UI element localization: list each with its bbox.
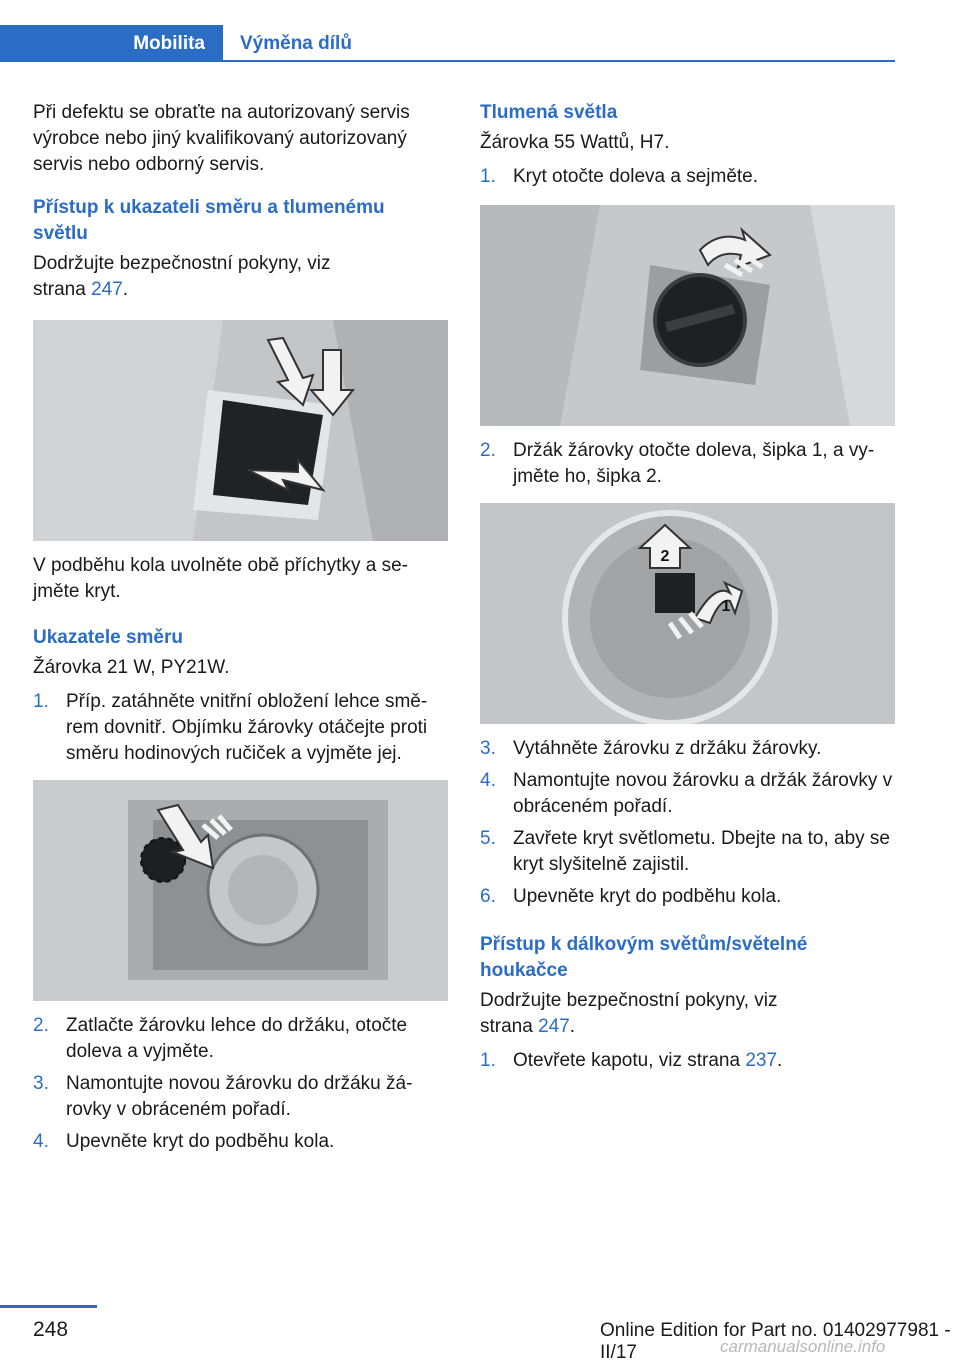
step-text: Příp. zatáhněte vnitřní obložení lehce smě‐rem dovnitř. Objímku žárovky otáčejte proti směru hodinových ručiček a vyjměte jej. [66,691,428,764]
step-number: 3. [33,1073,49,1094]
high-beam-safety-note: Dodržujte bezpečnostní pokyny, viz strana 247. [480,990,778,1037]
step-number: 1. [480,1050,496,1071]
step-number: 6. [480,886,496,907]
step-text: Zatlačte žárovku lehce do držáku, otočte doleva a vyjměte. [66,1015,408,1062]
section-label: Mobilita [133,32,205,54]
headlight-cover-illustration [480,205,895,426]
low-beam-bulb: Žárovka 55 Wattů, H7. [480,132,670,153]
arrow-label-2: 2 [660,548,670,565]
page-link[interactable]: 237 [745,1050,778,1071]
list-item [480,826,895,878]
list-item [33,1129,448,1155]
step-text: Upevněte kryt do podběhu kola. [513,886,782,907]
step-text: Namontujte novou žárovku do držáku žá‐rovky v obráceném pořadí. [66,1073,413,1120]
step-text: Upevněte kryt do podběhu kola. [66,1131,335,1152]
low-beam-steps-b [480,438,895,490]
subsection-tab [240,25,352,62]
step-number: 4. [33,1131,49,1152]
list-item [480,736,895,762]
low-beam-steps-c [480,736,895,910]
bulb-holder-photo [480,503,895,724]
watermark: carmanualsonline.info [720,1337,886,1356]
turn-signal-bulb: Žárovka 21 W, PY21W. [33,657,230,678]
step-number: 2. [480,440,496,461]
list-item [480,768,895,820]
list-item [480,884,895,910]
bulb-holder-illustration [480,503,895,724]
high-beam-heading: Přístup k dálkovým světům/světelné houkačce [480,934,808,981]
page-number: 248 [33,1318,69,1341]
step-number: 5. [480,828,496,849]
bulb-socket-photo [33,780,448,1001]
wheel-arch-photo [33,320,448,541]
list-item [33,689,448,767]
step-number: 2. [33,1015,49,1036]
step-text: Zavřete kryt světlometu. Dbejte na to, aby se kryt slyšitelně zajistil. [513,828,891,875]
subsection-label: Výměna dílů [240,32,352,54]
photo-caption: V podběhu kola uvolněte obě příchytky a se‐jměte kryt. [33,555,408,602]
step-text: Držák žárovky otočte doleva, šipka 1, a vy‐jměte ho, šipka 2. [513,440,875,487]
step-text: Namontujte novou žárovku a držák žárovky v obráceném pořadí. [513,770,893,817]
intro-paragraph: Při defektu se obraťte na autorizovaný servis výrobce nebo jiný kvalifikovaný autorizovaný servis nebo odborný servis. [33,102,410,175]
arrow-label-1: 1 [721,598,731,615]
list-item [33,1013,448,1065]
step-text: Otevřete kapotu, viz strana 237. [513,1050,783,1071]
left-column [33,100,448,1155]
edition-text: Online Edition for Part no. 01402977981 - II/17 [600,1320,951,1363]
high-beam-steps [480,1048,895,1074]
wheel-arch-illustration [33,320,448,541]
headlight-cover-photo [480,205,895,426]
step-number: 4. [480,770,496,791]
page-header [0,25,895,62]
page-link[interactable]: 247 [538,1016,570,1037]
safety-note: Dodržujte bezpečnostní pokyny, viz strana 247. [33,253,331,300]
step-number: 3. [480,738,496,759]
low-beam-heading: Tlumená světla [480,102,618,123]
step-text: Kryt otočte doleva a sejměte. [513,166,759,187]
page-link[interactable]: 247 [91,279,123,300]
access-heading: Přístup k ukazateli směru a tlumenému světlu [33,197,385,244]
turn-signal-heading: Ukazatele směru [33,627,183,648]
step-number: 1. [480,166,496,187]
section-tab [0,25,223,62]
step-text: Vytáhněte žárovku z držáku žárovky. [513,738,822,759]
list-item [480,164,895,190]
turn-signal-steps-a [33,689,448,767]
list-item [480,1048,895,1074]
list-item [480,438,895,490]
list-item [33,1071,448,1123]
turn-signal-steps-b [33,1013,448,1155]
header-rule [223,60,895,62]
low-beam-steps-a [480,164,895,190]
step-number: 1. [33,691,49,712]
bulb-socket-illustration [33,780,448,1001]
footer-rule [0,1305,97,1308]
right-column [480,100,895,1074]
